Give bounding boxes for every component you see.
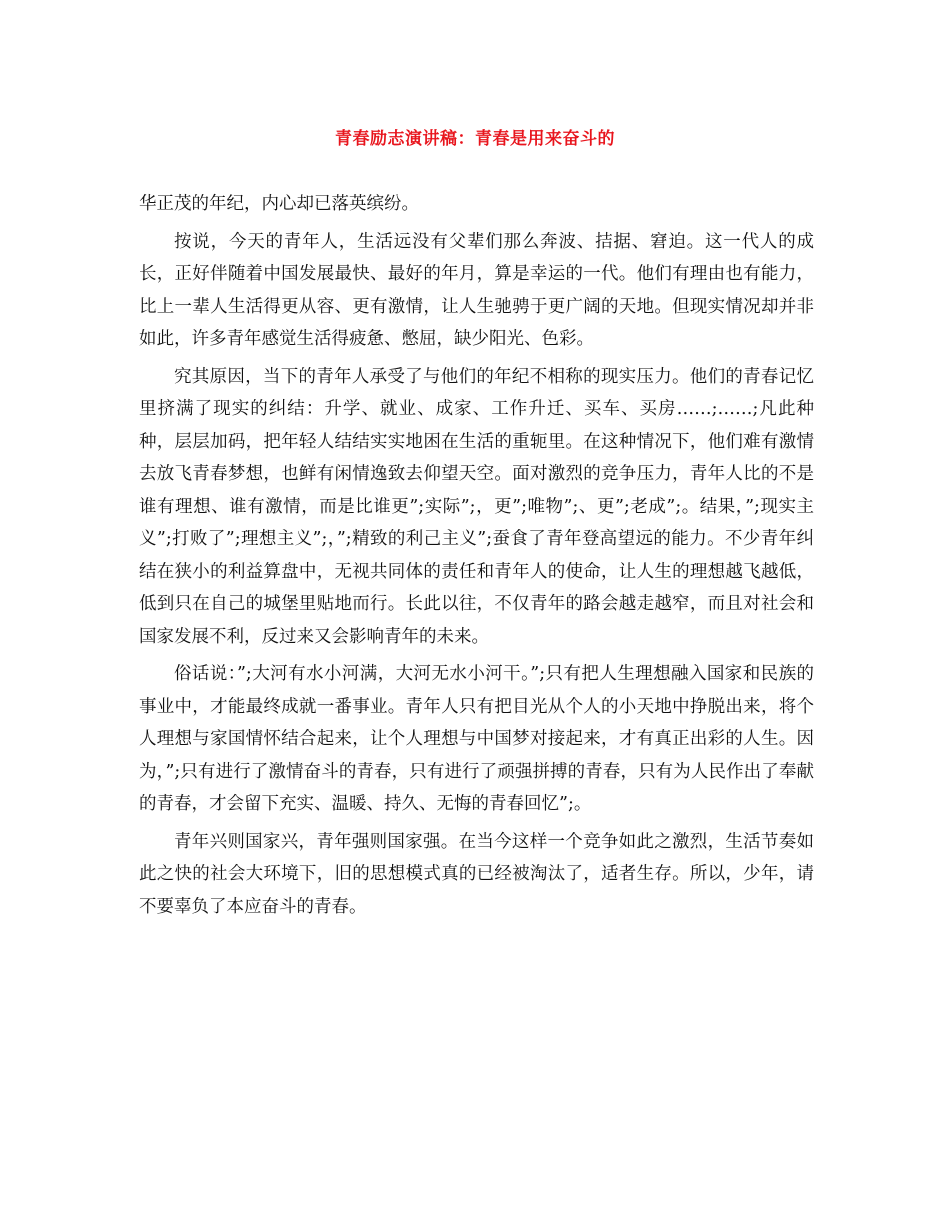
paragraph: 俗话说：”;大河有水小河满，大河无水小河干。”;只有把人生理想融入国家和民族的事业中，才能最终成就一番事业。青年人只有把目光从个人的小天地中挣脱出来，将个人理想与家国情怀结合起来，让个人理想与中国梦对接起来，才有真正出彩的人生。因为，”;只有进行了激情奋斗的青春，只有进行了顽强拼搏的青春，只有为人民作出了奉献的青春，才会留下充实、温暖、持久、无悔的青春回忆”;。 <box>139 664 814 814</box>
paragraph: 按说，今天的青年人，生活远没有父辈们那么奔波、拮据、窘迫。这一代人的成长，正好伴随着中国发展最快、最好的年月，算是幸运的一代。他们有理由也有能力，比上一辈人生活得更从容、更有激情，让人生驰骋于更广阔的天地。但现实情况却并非如此，许多青年感觉生活得疲惫、憋屈，缺少阳光、色彩。 <box>139 231 814 349</box>
document-title: 青春励志演讲稿：青春是用来奋斗的 <box>335 129 615 149</box>
paragraph: 究其原因，当下的青年人承受了与他们的年纪不相称的现实压力。他们的青春记忆里挤满了现实的纠结：升学、就业、成家、工作升迁、买车、买房……;……;凡此种种，层层加码，把年轻人结结实实地困在生活的重轭里。在这种情况下，他们难有激情去放飞青春梦想，也鲜有闲情逸致去仰望天空。面对激烈的竞争压力，青年人比的不是谁有理想、谁有激情，而是比谁更”;实际”;，更”;唯物”;、更”;老成”;。结果，”;现实主义”;打败了”;理想主义”;，”;精致的利己主义”;蚕食了青年登高望远的能力。不少青年纠结在狭小的利益算盘中，无视共同体的责任和青年人的使命，让人生的理想越飞越低，低到只在自己的城堡里贴地而行。长此以往，不仅青年的路会越走越窄，而且对社会和国家发展不利，反过来又会影响青年的未来。 <box>139 366 814 647</box>
document-body <box>139 188 814 923</box>
paragraph-continuation: 华正茂的年纪，内心却已落英缤纷。 <box>139 194 419 214</box>
paragraph: 青年兴则国家兴，青年强则国家强。在当今这样一个竞争如此之激烈，生活节奏如此之快的社会大环境下，旧的思想模式真的已经被淘汰了，适者生存。所以，少年，请不要辜负了本应奋斗的青春。 <box>139 831 814 917</box>
